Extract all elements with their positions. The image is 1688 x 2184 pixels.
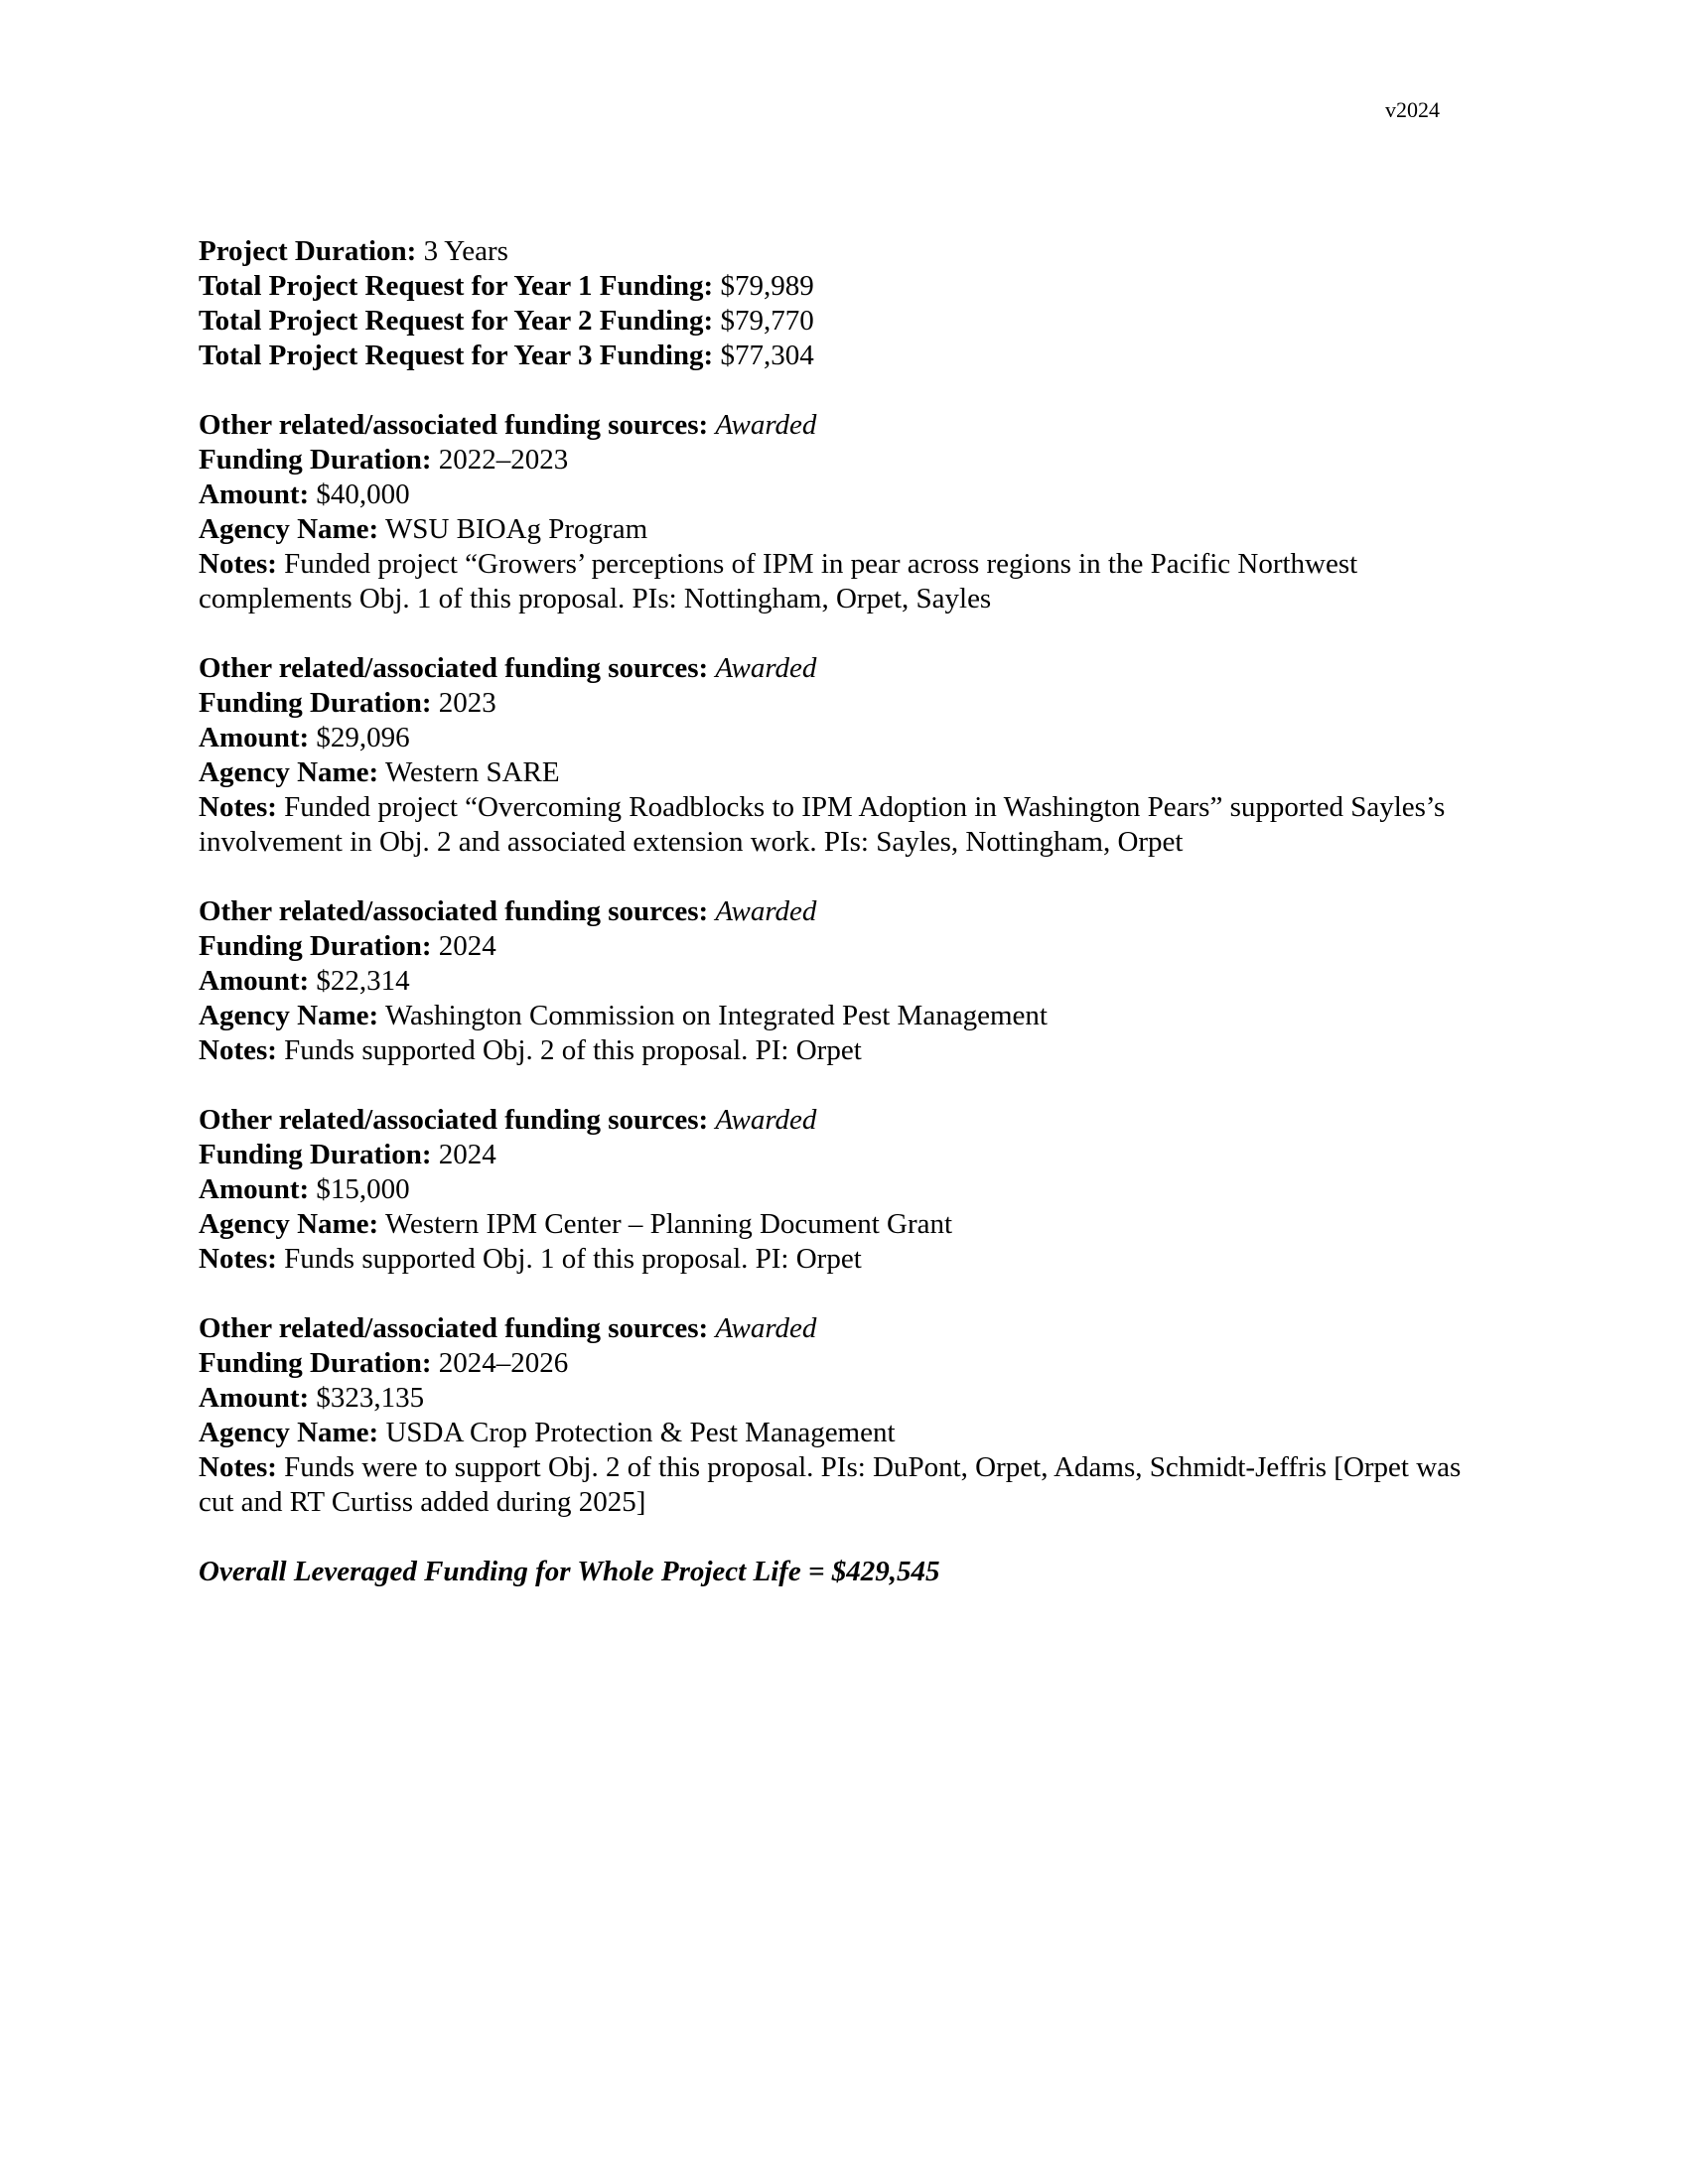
agency-line bbox=[199, 1207, 1489, 1242]
project-duration-label: Project Duration: bbox=[199, 235, 417, 267]
year2-request-value: $79,770 bbox=[720, 305, 814, 337]
amount-line bbox=[199, 1172, 1489, 1207]
agency-value: Western SARE bbox=[384, 756, 560, 788]
project-duration-value: 3 Years bbox=[423, 235, 508, 267]
funding-source-line bbox=[199, 651, 1489, 686]
amount-value: $22,314 bbox=[316, 965, 410, 997]
notes-line bbox=[199, 790, 1489, 860]
agency-value: Western IPM Center – Planning Document Grant bbox=[384, 1208, 953, 1240]
agency-value: USDA Crop Protection & Pest Management bbox=[385, 1417, 896, 1448]
notes-label: Notes: bbox=[199, 1034, 277, 1066]
funding-source-label: Other related/associated funding sources: bbox=[199, 1312, 709, 1344]
notes-value: Funded project “Overcoming Roadblocks to IPM Adoption in Washington Pears” supported Sayles’s involvement in Obj. 2 and associated extension work. PIs: Sayles, Nottingham, Orpet bbox=[199, 791, 1446, 858]
funding-duration-line bbox=[199, 443, 1489, 478]
funding-source-label: Other related/associated funding sources: bbox=[199, 652, 709, 684]
amount-label: Amount: bbox=[199, 722, 310, 753]
year3-request-value: $77,304 bbox=[720, 340, 814, 371]
version-label: v2024 bbox=[1385, 97, 1440, 122]
amount-value: $40,000 bbox=[316, 478, 410, 510]
notes-line bbox=[199, 1033, 1489, 1068]
notes-value: Funds supported Obj. 1 of this proposal. PI: Orpet bbox=[284, 1243, 862, 1275]
funding-source-line bbox=[199, 1103, 1489, 1138]
funding-duration-value: 2024 bbox=[438, 1139, 496, 1170]
amount-line bbox=[199, 964, 1489, 999]
year1-request-value: $79,989 bbox=[720, 270, 814, 302]
agency-label: Agency Name: bbox=[199, 1208, 379, 1240]
year3-request-label: Total Project Request for Year 3 Funding: bbox=[199, 340, 714, 371]
funding-duration-value: 2024 bbox=[438, 930, 496, 962]
agency-value: WSU BIOAg Program bbox=[384, 513, 648, 545]
agency-line bbox=[199, 1416, 1489, 1450]
project-summary-block bbox=[199, 234, 1489, 373]
funding-status: Awarded bbox=[715, 409, 817, 441]
amount-label: Amount: bbox=[199, 1173, 310, 1205]
notes-label: Notes: bbox=[199, 1451, 277, 1483]
amount-value: $323,135 bbox=[316, 1382, 425, 1414]
funding-duration-label: Funding Duration: bbox=[199, 687, 432, 719]
notes-label: Notes: bbox=[199, 791, 277, 823]
funding-source-block bbox=[199, 1311, 1489, 1520]
funding-status: Awarded bbox=[715, 895, 817, 927]
funding-duration-value: 2023 bbox=[438, 687, 496, 719]
year2-request-line bbox=[199, 304, 1489, 339]
notes-line bbox=[199, 1242, 1489, 1277]
funding-duration-value: 2022–2023 bbox=[438, 444, 569, 476]
amount-label: Amount: bbox=[199, 1382, 310, 1414]
notes-value: Funds supported Obj. 2 of this proposal. PI: Orpet bbox=[284, 1034, 862, 1066]
year2-request-label: Total Project Request for Year 2 Funding: bbox=[199, 305, 714, 337]
funding-source-label: Other related/associated funding sources: bbox=[199, 895, 709, 927]
funding-status: Awarded bbox=[715, 1312, 817, 1344]
amount-value: $29,096 bbox=[316, 722, 410, 753]
funding-duration-label: Funding Duration: bbox=[199, 444, 432, 476]
agency-line bbox=[199, 999, 1489, 1033]
funding-source-block bbox=[199, 651, 1489, 860]
funding-duration-label: Funding Duration: bbox=[199, 1347, 432, 1379]
funding-source-block bbox=[199, 894, 1489, 1068]
funding-duration-line bbox=[199, 686, 1489, 721]
funding-duration-line bbox=[199, 929, 1489, 964]
funding-source-line bbox=[199, 894, 1489, 929]
funding-status: Awarded bbox=[715, 1104, 817, 1136]
agency-value: Washington Commission on Integrated Pest Management bbox=[384, 1000, 1048, 1031]
funding-duration-value: 2024–2026 bbox=[438, 1347, 569, 1379]
funding-source-block bbox=[199, 1103, 1489, 1277]
overall-leveraged-funding: Overall Leveraged Funding for Whole Project Life = $429,545 bbox=[199, 1556, 940, 1587]
funding-source-label: Other related/associated funding sources: bbox=[199, 409, 709, 441]
funding-source-line bbox=[199, 408, 1489, 443]
notes-line bbox=[199, 547, 1489, 616]
project-duration-line bbox=[199, 234, 1489, 269]
funding-source-block bbox=[199, 408, 1489, 616]
amount-line bbox=[199, 721, 1489, 755]
year1-request-label: Total Project Request for Year 1 Funding: bbox=[199, 270, 714, 302]
funding-source-label: Other related/associated funding sources: bbox=[199, 1104, 709, 1136]
funding-duration-line bbox=[199, 1138, 1489, 1172]
year3-request-line bbox=[199, 339, 1489, 373]
notes-line bbox=[199, 1450, 1489, 1520]
agency-line bbox=[199, 512, 1489, 547]
funding-duration-line bbox=[199, 1346, 1489, 1381]
amount-label: Amount: bbox=[199, 478, 310, 510]
amount-line bbox=[199, 1381, 1489, 1416]
amount-line bbox=[199, 478, 1489, 512]
notes-label: Notes: bbox=[199, 548, 277, 580]
notes-value: Funded project “Growers’ perceptions of IPM in pear across regions in the Pacific Northwest complements Obj. 1 of this proposal. PIs: Nottingham, Orpet, Sayles bbox=[199, 548, 1358, 614]
agency-label: Agency Name: bbox=[199, 1000, 379, 1031]
agency-label: Agency Name: bbox=[199, 1417, 379, 1448]
notes-label: Notes: bbox=[199, 1243, 277, 1275]
notes-value: Funds were to support Obj. 2 of this proposal. PIs: DuPont, Orpet, Adams, Schmidt-Jeffris [Orpet was cut and RT Curtiss added during 2025] bbox=[199, 1451, 1462, 1518]
agency-label: Agency Name: bbox=[199, 756, 379, 788]
amount-label: Amount: bbox=[199, 965, 310, 997]
amount-value: $15,000 bbox=[316, 1173, 410, 1205]
document-body bbox=[199, 234, 1489, 1589]
agency-label: Agency Name: bbox=[199, 513, 379, 545]
funding-source-line bbox=[199, 1311, 1489, 1346]
funding-status: Awarded bbox=[715, 652, 817, 684]
year1-request-line bbox=[199, 269, 1489, 304]
agency-line bbox=[199, 755, 1489, 790]
funding-duration-label: Funding Duration: bbox=[199, 1139, 432, 1170]
funding-duration-label: Funding Duration: bbox=[199, 930, 432, 962]
